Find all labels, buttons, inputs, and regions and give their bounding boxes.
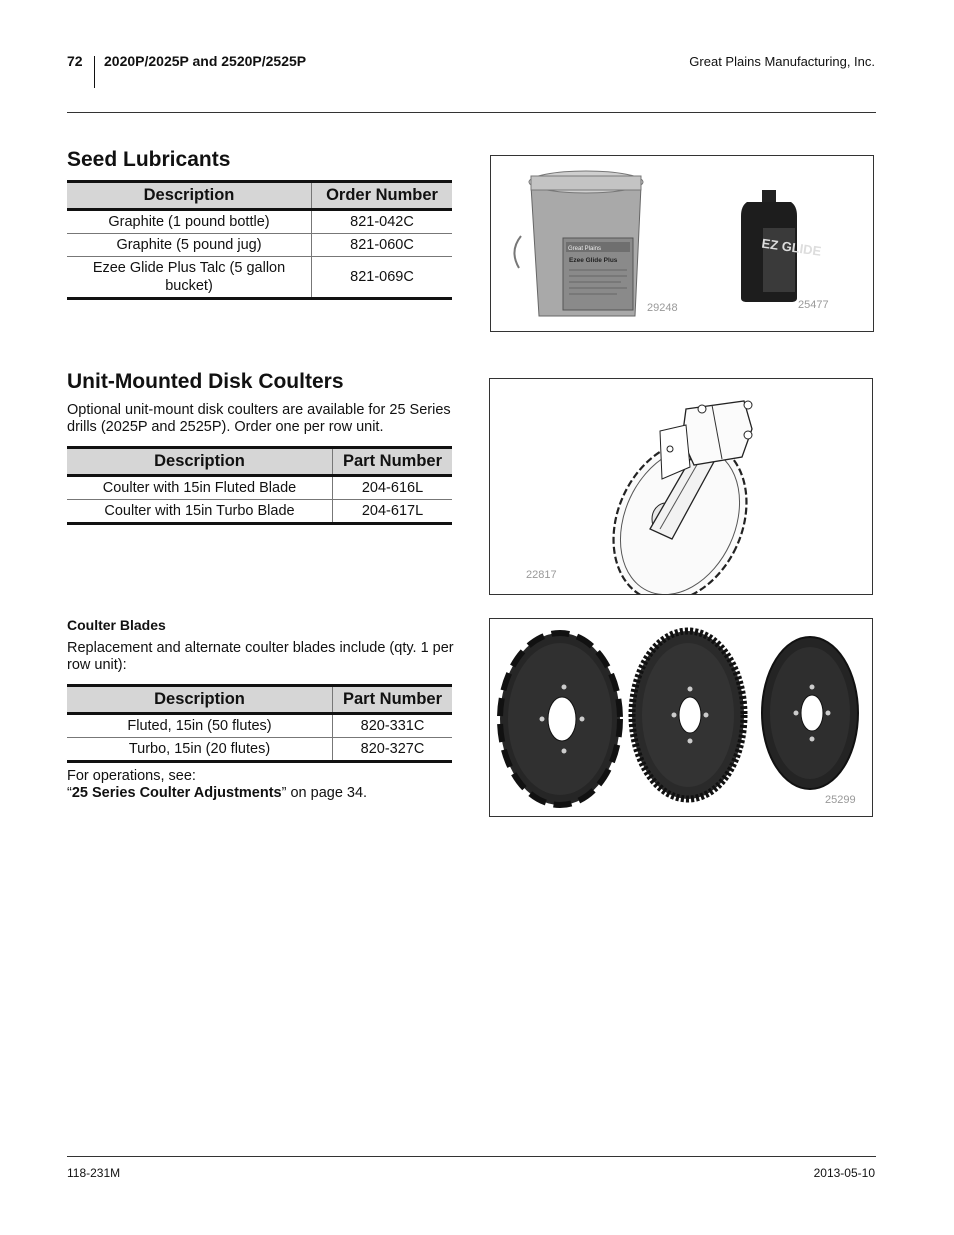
bracket-bolt [744, 401, 752, 409]
seed-lubricants-heading: Seed Lubricants [67, 148, 231, 171]
blade-center-hole [548, 697, 576, 741]
see-also-suffix: ” on page 34. [281, 785, 368, 801]
header-divider [94, 56, 95, 88]
part-number: 204-617L [333, 500, 453, 524]
publication-date: 2013-05-10 [813, 1166, 875, 1180]
part-description: Coulter with 15in Fluted Blade [67, 476, 333, 500]
blade-center-hole [679, 697, 701, 733]
figure-number: 25299 [825, 794, 856, 806]
column-header: Part Number [333, 686, 453, 714]
unit-coulters-heading: Unit-Mounted Disk Coulters [67, 370, 344, 393]
part-number: 204-616L [333, 476, 453, 500]
table-row [67, 476, 452, 500]
lubricants-photo [490, 155, 874, 332]
unit-coulters-intro: Optional unit-mount disk coulters are available for 25 Series drills (2025P and 2525P). Order one per row unit. [67, 402, 451, 435]
bottle-label-text: EZ GLIDE [760, 235, 823, 259]
coulter-adjustments-link[interactable]: 25 Series Coulter Adjustments [71, 785, 282, 801]
unit-coulters-table [67, 446, 452, 525]
coulter-assembly-image [490, 379, 872, 594]
coulter-blades-photo [489, 618, 873, 817]
coulter-blades-image [490, 619, 872, 816]
table-row [67, 210, 452, 234]
table-row [67, 234, 452, 257]
bucket-label-brand: Great Plains [568, 246, 602, 252]
blade-center-hole [801, 695, 823, 731]
part-description: Graphite (1 pound bottle) [67, 210, 312, 234]
header-rule [67, 112, 876, 113]
footer-rule [67, 1156, 876, 1157]
coulter-blades-intro: Replacement and alternate coulter blades include (qty. 1 per row unit): [67, 640, 454, 673]
table-row [67, 257, 452, 299]
table-row [67, 500, 452, 524]
see-also-prefix: For operations, see: [67, 768, 196, 784]
seed-lubricants-table [67, 180, 452, 300]
coulter-blades-table [67, 684, 452, 763]
column-header: Description [67, 448, 333, 476]
order-number: 821-069C [312, 257, 453, 299]
part-number: 820-331C [333, 714, 453, 738]
column-header: Order Number [312, 182, 453, 210]
see-also-open-quote: “ [67, 785, 72, 801]
bottle-cap [762, 190, 776, 202]
order-number: 821-060C [312, 234, 453, 257]
figure-number: 22817 [526, 569, 557, 581]
bucket-handle [514, 236, 521, 268]
see-also-note [67, 768, 455, 802]
bucket-label-product: Ezee Glide Plus [569, 257, 618, 264]
column-header: Description [67, 182, 312, 210]
document-number: 118-231M [67, 1166, 121, 1180]
column-header: Description [67, 686, 333, 714]
manual-title: 2020P/2025P and 2520P/2525P [104, 53, 307, 69]
page-number: 72 [67, 53, 83, 69]
table-row [67, 714, 452, 738]
part-description: Graphite (5 pound jug) [67, 234, 312, 257]
figure-number: 25477 [798, 299, 829, 311]
part-description: Fluted, 15in (50 flutes) [67, 714, 333, 738]
part-number: 820-327C [333, 738, 453, 762]
bucket-rim [531, 176, 641, 190]
part-description: Coulter with 15in Turbo Blade [104, 503, 295, 519]
part-description: Ezee Glide Plus Talc (5 gallon bucket) [92, 260, 286, 294]
part-description: Turbo, 15in (20 flutes) [128, 741, 271, 757]
bracket-bolt [744, 431, 752, 439]
figure-number: 29248 [647, 302, 678, 314]
table-row [67, 738, 452, 762]
coulter-blades-heading: Coulter Blades [67, 617, 166, 633]
order-number: 821-042C [312, 210, 453, 234]
bracket-bolt [698, 405, 706, 413]
company-name: Great Plains Manufacturing, Inc. [689, 54, 875, 69]
column-header: Part Number [333, 448, 453, 476]
coulter-assembly-drawing [489, 378, 873, 595]
